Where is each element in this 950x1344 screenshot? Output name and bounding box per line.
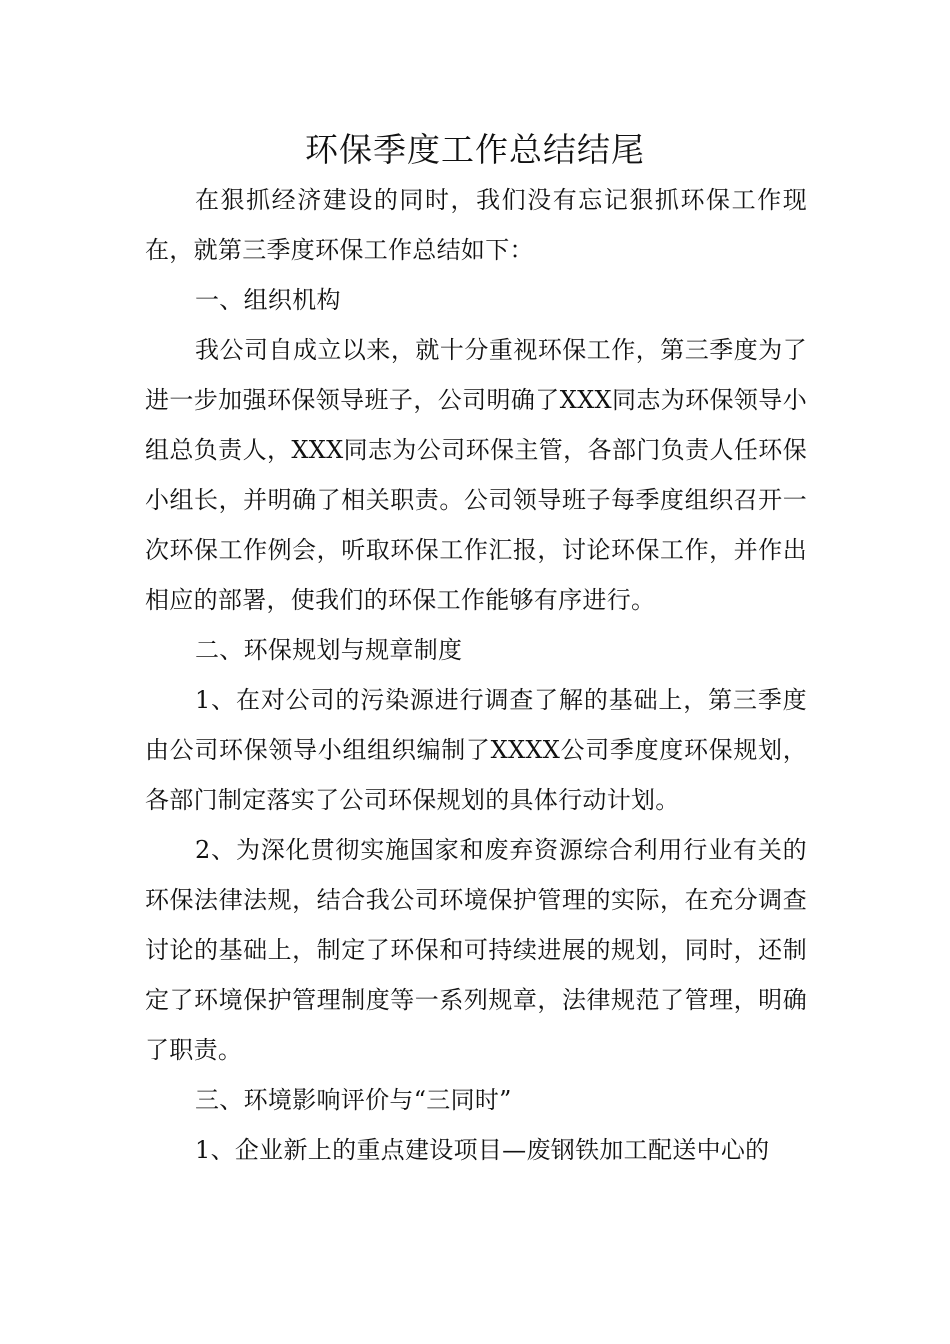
section-heading-assessment: 三、环境影响评价与“三同时” (195, 1086, 512, 1114)
paragraph-intro: 在狠抓经济建设的同时，我们没有忘记狠抓环保工作现在，就第三季度环保工作总结如下： (145, 186, 807, 264)
paragraph-planning-1: 1、在对公司的污染源进行调查了解的基础上，第三季度由公司环保领导小组组织编制了XXXX公司季度度环保规划，各部门制定落实了公司环保规划的具体行动计划。 (145, 686, 807, 814)
section-heading-organization: 一、组织机构 (195, 286, 341, 314)
paragraph-assessment-1: 1、企业新上的重点建设项目—废钢铁加工配送中心的 (195, 1136, 770, 1164)
document-body (145, 175, 807, 1175)
section-heading-planning: 二、环保规划与规章制度 (195, 636, 463, 664)
paragraph-organization: 我公司自成立以来，就十分重视环保工作，第三季度为了进一步加强环保领导班子，公司明确了XXX同志为环保领导小组总负责人，XXX同志为公司环保主管，各部门负责人任环保小组长，并明确了相关职责。公司领导班子每季度组织召开一次环保工作例会，听取环保工作汇报，讨论环保工作，并作出相应的部署，使我们的环保工作能够有序进行。 (145, 336, 807, 614)
document-title: 环保季度工作总结结尾 (305, 130, 645, 169)
paragraph-planning-2: 2、为深化贯彻实施国家和废弃资源综合利用行业有关的环保法律法规，结合我公司环境保护管理的实际，在充分调查讨论的基础上，制定了环保和可持续进展的规划，同时，还制定了环境保护管理制度等一系列规章，法律规范了管理，明确了职责。 (145, 836, 807, 1064)
